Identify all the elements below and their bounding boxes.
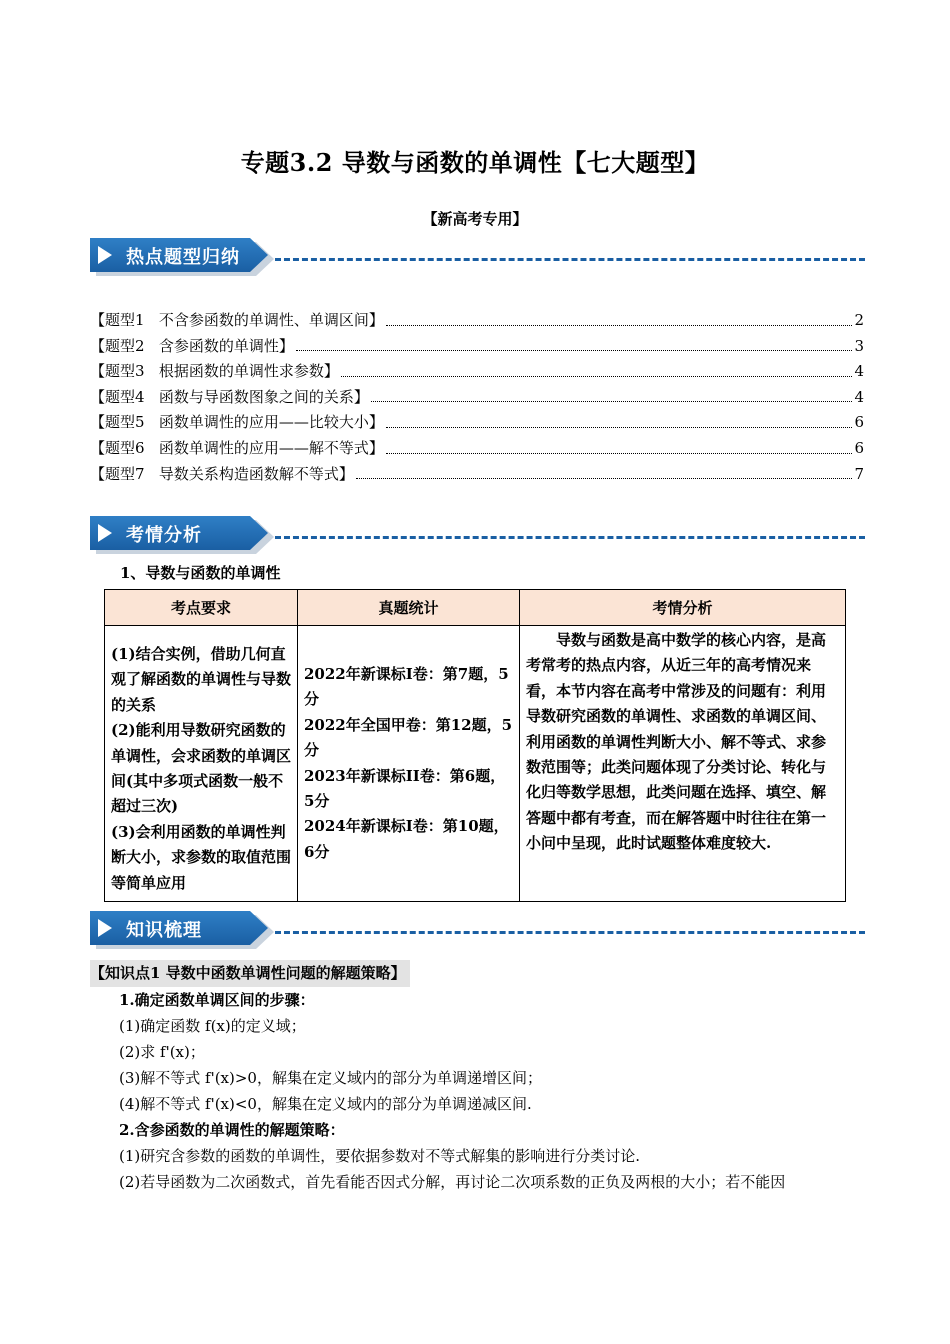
toc-page-number: 4: [854, 387, 864, 406]
knowledge-body: [119, 987, 879, 1195]
section-label: 热点题型归纳: [126, 247, 240, 268]
section-label: 考情分析: [126, 525, 202, 546]
table-of-contents: [90, 308, 864, 487]
toc-leader-dots: [296, 334, 853, 352]
toc-page-number: 6: [854, 438, 864, 457]
toc-leader-dots: [386, 410, 853, 428]
knowledge-line: (2)若导函数为二次函数式，首先看能否因式分解，再讨论二次项系数的正负及两根的大小；若不能因: [119, 1173, 786, 1191]
toc-page-number: 4: [854, 362, 864, 381]
cell-analysis: 导数与函数是高中数学的核心内容，是高考常考的热点内容，从近三年的高考情况来看，本节内容在高考中常涉及的问题有：利用导数研究函数的单调性、求函数的单调区间、利用函数的单调性判断大小、解不等式、求参数范围等；此类问题体现了分类讨论、转化与化归等数学思想，此类问题在选择、填空、解答题中都有考查，而在解答题中时往往在第一小问中呈现，此时试题整体难度较大.: [520, 626, 846, 902]
table-header-row: [105, 590, 846, 626]
toc-entry-title: 【题型2 含参函数的单调性】: [90, 334, 296, 360]
toc-entry-title: 【题型1 不含参函数的单调性、单调区间】: [90, 308, 386, 334]
knowledge-line: (2)求 f'(x)；: [119, 1043, 205, 1061]
cell-requirements: [105, 626, 298, 902]
toc-entry-title: 【题型3 根据函数的单调性求参数】: [90, 359, 341, 385]
toc-entry-title: 【题型6 函数单调性的应用——解不等式】: [90, 436, 386, 462]
dashed-divider: [275, 536, 865, 539]
toc-entry-title: 【题型7 导数关系构造函数解不等式】: [90, 462, 356, 488]
knowledge-line: 1.确定函数单调区间的步骤：: [119, 991, 315, 1009]
toc-leader-dots: [356, 462, 853, 480]
toc-leader-dots: [371, 385, 853, 403]
toc-page-number: 3: [854, 336, 864, 355]
toc-entry[interactable]: [90, 462, 864, 488]
toc-entry[interactable]: [90, 410, 864, 436]
toc-leader-dots: [386, 308, 853, 326]
section-label: 知识梳理: [126, 920, 202, 941]
page-subtitle: 【新高考专用】: [422, 210, 528, 228]
knowledge-line: (3)解不等式 f'(x)>0，解集在定义域内的部分为单调递增区间；: [119, 1069, 542, 1087]
play-arrow-icon: [98, 919, 112, 937]
knowledge-line: (1)确定函数 f(x)的定义域；: [119, 1017, 306, 1035]
toc-entry[interactable]: [90, 308, 864, 334]
analysis-heading: 1、导数与函数的单调性: [120, 564, 281, 582]
exam-analysis-table: [104, 589, 846, 902]
cell-stats: [298, 626, 520, 902]
section-banner-hot: [90, 238, 865, 272]
header-analysis: 考情分析: [520, 590, 846, 626]
header-stats: 真题统计: [298, 590, 520, 626]
toc-entry[interactable]: [90, 436, 864, 462]
dashed-divider: [275, 931, 865, 934]
knowledge-line: 2.含参函数的单调性的解题策略：: [119, 1121, 345, 1139]
section-banner-analysis: [90, 516, 865, 550]
toc-page-number: 2: [854, 311, 864, 329]
play-arrow-icon: [98, 524, 112, 542]
table-row: [105, 626, 846, 902]
toc-entry[interactable]: [90, 359, 864, 385]
knowledge-point-title: 【知识点1 导数中函数单调性问题的解题策略】: [90, 960, 410, 987]
toc-leader-dots: [386, 436, 853, 454]
section-banner-knowledge: [90, 911, 865, 945]
knowledge-line: (1)研究含参数的函数的单调性，要依据参数对不等式解集的影响进行分类讨论.: [119, 1147, 641, 1165]
toc-page-number: 7: [854, 464, 864, 483]
knowledge-line: (4)解不等式 f'(x)<0，解集在定义域内的部分为单调递减区间.: [119, 1095, 532, 1113]
play-arrow-icon: [98, 246, 112, 264]
header-requirements: 考点要求: [105, 590, 298, 626]
requirements-text: (1)结合实例，借助几何直观了解函数的单调性与导数的关系 (2)能利用导数研究函数的单调性，会求函数的单调区间(其中多项式函数一般不超过三次) (3)会利用函数的单调性判断大小，求参数的取值范围等简单应用: [111, 645, 292, 892]
page-title: 专题3.2 导数与函数的单调性【七大题型】: [240, 148, 710, 177]
toc-entry-title: 【题型4 函数与导函数图象之间的关系】: [90, 385, 371, 411]
stats-text: 2022年新课标I卷：第7题，5分 2022年全国甲卷：第12题，5分 2023年新课标II卷：第6题，5分 2024年新课标I卷：第10题，6分: [304, 664, 513, 861]
toc-leader-dots: [341, 359, 853, 377]
dashed-divider: [275, 258, 865, 261]
toc-entry[interactable]: [90, 334, 864, 360]
toc-page-number: 6: [854, 413, 864, 432]
toc-entry[interactable]: [90, 385, 864, 411]
toc-entry-title: 【题型5 函数单调性的应用——比较大小】: [90, 410, 386, 436]
